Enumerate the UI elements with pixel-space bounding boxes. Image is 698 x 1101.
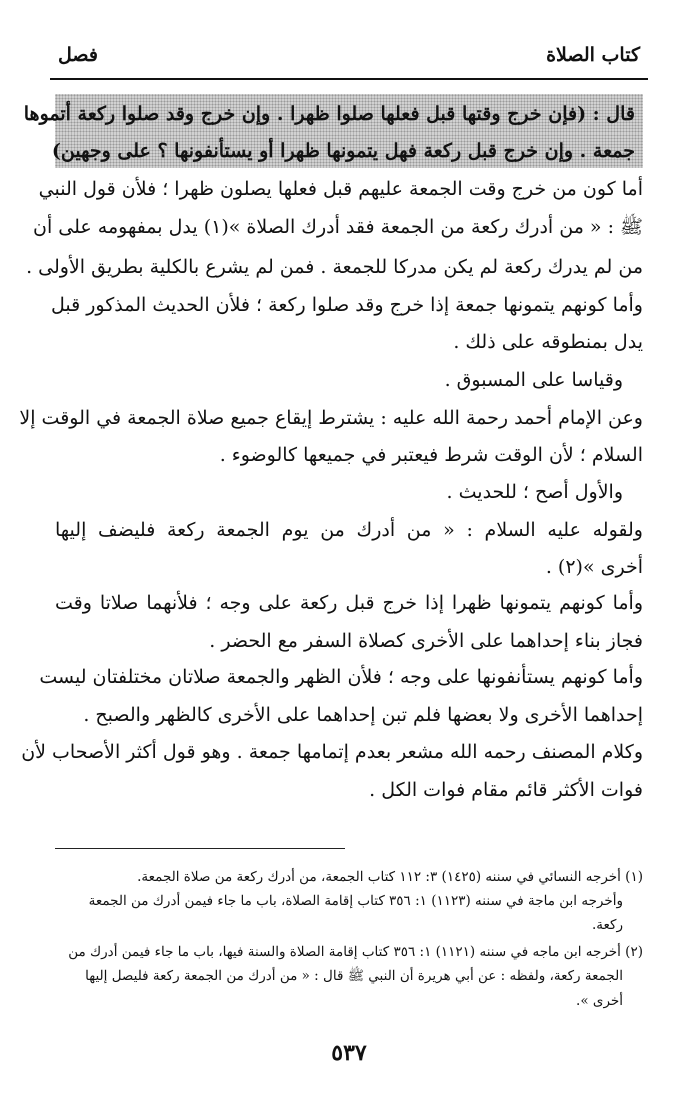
body-line: السلام ؛ لأن الوقت شرط فيعتبر في جميعها كالوضوء . [219,444,643,466]
body-line: وكلام المصنف رحمه الله مشعر بعدم إتمامها جمعة . وهو قول أكثر الأصحاب لأن [21,741,643,763]
body-line: إحداهما الأخرى ولا بعضها فلم تبن إحداهما على الأخرى كالظهر والصبح . [83,704,643,726]
body-line: وأما كونهم يتمونها جمعة إذا خرج وقد صلوا ركعة ؛ فلأن الحديث المذكور قبل [51,294,643,316]
header-divider [50,78,648,80]
footnote-1-line: ركعة. [592,917,623,933]
footnote-divider [55,848,345,849]
body-line: وعن الإمام أحمد رحمة الله عليه : يشترط إيقاع جميع صلاة الجمعة في الوقت إلا [19,407,643,429]
footnote-2-line: (٢) أخرجه ابن ماجه في سننه (١١٢١) ١: ٣٥٦ كتاب إقامة الصلاة والسنة فيها، باب ما جاء فيمن أدرك من [68,944,643,960]
footnote-2-line: الجمعة ركعة، ولفظه : عن أبي هريرة أن النبي ﷺ قال : « من أدرك من الجمعة ركعة فليصل إليها [85,968,623,984]
body-line: فوات الأكثر قائم مقام فوات الكل . [369,779,643,801]
running-header-book: كتاب الصلاة [546,44,640,66]
running-header-section: فصل [58,44,98,66]
body-line: ولقوله عليه السلام : « من أدرك من يوم الجمعة ركعة فليضف إليها [55,519,643,541]
body-line: وأما كونهم يتمونها ظهرا إذا خرج قبل ركعة على وجه ؛ فلأنهما صلاتا وقت [55,592,643,614]
page-number: ٥٣٧ [331,1040,367,1066]
body-line: والأول أصح ؛ للحديث . [446,481,623,503]
matn-line-1: قال : (فإن خرج وقتها قبل فعلها صلوا ظهرا . وإن خرج وقد صلوا ركعة أتموها [55,94,643,134]
footnote-1-line: (١) أخرجه النسائي في سننه (١٤٢٥) ٣: ١١٢ كتاب الجمعة، من أدرك ركعة من صلاة الجمعة. [137,869,643,885]
footnote-2-line: أخرى ». [576,993,623,1009]
body-line: أما كون من خرج وقت الجمعة عليهم قبل فعلها يصلون ظهرا ؛ فلأن قول النبي [38,178,643,200]
footnote-1-line: وأخرجه ابن ماجة في سننه (١١٢٣) ١: ٣٥٦ كتاب إقامة الصلاة، باب ما جاء فيمن أدرك من الجمعة [88,893,623,909]
matn-line-2: جمعة . وإن خرج قبل ركعة فهل يتمونها ظهرا أو يستأنفونها ؟ على وجهين) [55,134,643,168]
body-line: وأما كونهم يستأنفونها على وجه ؛ فلأن الظهر والجمعة صلاتان مختلفتان ليست [39,666,643,688]
body-line: فجاز بناء إحداهما على الأخرى كصلاة السفر مع الحضر . [209,630,643,652]
body-line: أخرى »(٢) . [545,556,643,578]
body-line: وقياسا على المسبوق . [444,369,623,391]
body-line: ﷺ : « من أدرك ركعة من الجمعة فقد أدرك الصلاة »(١) يدل بمفهومه على أن [32,216,643,238]
body-line: يدل بمنطوقه على ذلك . [453,331,643,353]
body-line: من لم يدرك ركعة لم يكن مدركا للجمعة . فمن لم يشرع بالكلية بطريق الأولى . [26,256,643,278]
